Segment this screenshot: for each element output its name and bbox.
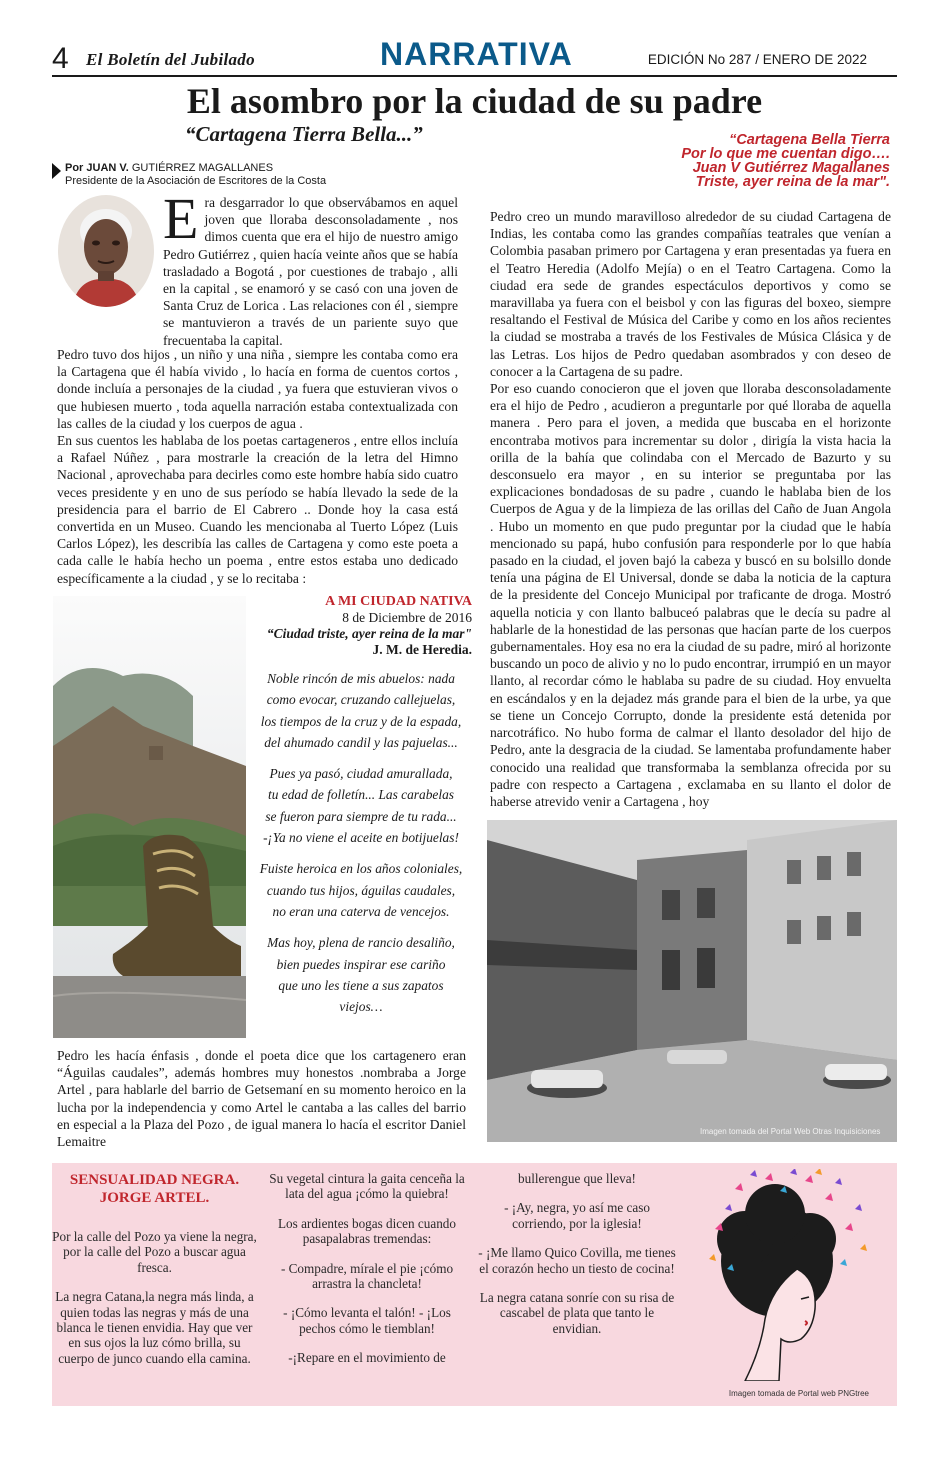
poem-line: Mas hoy, plena de rancio desaliño, [267,935,455,951]
sidebar-stanza: - Compadre, mírale el pie ¡cómo arrastra la chancleta! [280,1260,454,1292]
illustration-caption: Imagen tomada de Portal web PNGtree [728,1389,869,1398]
article-title: El asombro por la ciudad de su padre [186,81,763,121]
photo-caption: Imagen tomada del Portal Web Otras Inquisiciones [700,1127,881,1136]
byline-arrow-icon [52,163,61,179]
article-right-column [490,208,891,810]
paragraph: Pedro tuvo dos hijos , un niño y una niña , siempre les contaba como era la Cartagena que él había vivido , lo hacía en forma de cuentos cortos , donde incluía a personajes de la ciudad , ya fuera que estuvieran vivos o que hubiesen muerto , toda aquella narración estaba contextualizada con las calles de la ciudad y los cuerpos de agua . [57,347,458,431]
poem-title: A MI CIUDAD NATIVA [325,594,472,609]
sidebar-stanza: La negra Catana,la negra más linda, a quien todas las negras y más de una blanca le tienen envidia. Hay que ver en sus ojos la luz cómo brilla, su cuerpo de junco cuando ella camina. [55,1289,254,1366]
historic-street-photo [487,820,897,1142]
poem-line: los tiempos de la cruz y de la espada, [260,713,462,729]
poem-stanza [250,763,472,848]
sidebar-column-2 [267,1171,467,1380]
intro-text: ra desgarrador lo que observábamos en aquel joven que lloraba desconsoladamente , nos dimos cuenta que era el hijo de nuestro amigo Pedro Gutiérrez , quien hacía veinte años que se había trasladado a Bogotá , por cuestiones de trabajo , alli en la capital , se enamoró y se casó con una joven de Santa Cruz de Lorica . Las relaciones con él , siempre se mantuvieron a través de un pariente suyo que frecuentaba la capital. [163,195,458,348]
article-left-column [57,346,458,587]
poem-stanza [250,858,472,922]
poem-line: -¡Ya no viene el aceite en botijuelas! [263,830,459,846]
epigraph [600,133,890,189]
page-number: 4 [52,42,69,75]
poem-line: como evocar, cruzando callejuelas, [266,692,456,708]
poem-block [250,594,472,1017]
epigraph-line: Juan V Gutiérrez Magallanes [692,160,890,176]
byline-role: Presidente de la Asociación de Escritores de la Costa [65,175,327,187]
sidebar-stanza: - ¡Cómo levanta el talón! - ¡Los pechos cómo le tiemblan! [283,1305,451,1336]
sidebar-stanza: Por la calle del Pozo ya viene la negra, por la calle del Pozo a buscar agua fresca. [52,1229,257,1275]
poem-line: Noble rincón de mis abuelos: nada [267,671,455,686]
paragraph: En sus cuentos les hablaba de los poetas cartageneros , entre ellos incluía a Rafael Núñez , para mostrarle la creación de la letra del Himno Nacional , aprovechaba para decirles como este hombre había sido cuatro veces presidente y en uno de sus período se había llevado la sede de la presidencia para el barrio de El Cabrero .. Donde hoy la casa está convertida en un Museo. Cuando les mencionaba al Tuerto López (Luis Carlos López), les describía las calles de Cartagena y como este poeta a cada calle le había hecho un poema , entre estos estaba uno dedicado específicamente a la ciudad , y se lo recitaba : [57,433,458,586]
paragraph: Pedro les hacía énfasis , donde el poeta dice que los cartagenero eran “Águilas caudales”, además hombres muy honestos .nombraba a Jorge Artel , para hablarle del barrio de Getsemaní en su momento heroico en la lucha por la independencia y como Artel le cantaba a las calles del barrio en especial a la Plaza del Pozo , de igual manera lo hacía el escritor Daniel Lemaitre [57,1048,466,1150]
poem-line: cuando tus hijos, águilas caudales, [266,882,456,898]
woman-butterflies-illustration [705,1169,875,1381]
poem-author: J. M. de Heredia. [372,642,472,657]
epigraph-line: Triste, ayer reina de la mar". [695,174,890,190]
sidebar-title-line: SENSUALIDAD NEGRA. [69,1172,240,1188]
sidebar-stanza: -¡Repare en el movimiento de [288,1350,446,1366]
poem-stanza [250,932,472,1017]
header-rule [52,75,897,77]
poem-line: viejos… [339,999,383,1015]
byline [52,162,326,188]
poem-line: Fuiste heroica en los años coloniales, [259,861,463,877]
poem-quote: “Ciudad triste, ayer reina de la mar" [266,626,472,641]
sidebar-stanza: bullerengue que lleva! [518,1171,636,1186]
sidebar-column-1 [52,1171,257,1380]
poem-line: no eran una caterva de vencejos. [272,903,450,919]
byline-author: GUTIÉRREZ MAGALLANES [131,162,274,174]
paragraph: Por eso cuando conocieron que el joven que lloraba desconsoladamente era el hijo de Pedro , acudieron a preguntarle por qué lloraba de aquella manera . Pero para el joven, a medida que buscaba en el horizonte encontraba motivos para incrementar su dolor , dirigía la vista hacia la orilla de la bahía que colindaba con el Mercado de Bazurto y su desconsuelo era mayor , en su interior se preguntaba por las explicaciones bondadosas de su padre , cuando le hablaba bien de los Cuerpos de Agua y de la limpieza de las orillas del Caño de Juan Angola . Hubo un momento en que pudo preguntar por la ciudad que le había mencionado su papá, hubo confusión para responderle por lo que había pasado en la ciudad, el joven bajó la cabeza y buscó en su bolsillo donde tenía una página de El Universal, donde se daba la noticia de la captura de la presidente del Concejo Municipal por traficante de droga. Mostró aquella noticia y con llanto balbuceó palabras que le decía su padre al hablarle de la honestidad de las personas que hacían parte de los cuerpos gubernamentales. Hoy esa no era la ciudad de su padre, miró al horizonte buscando un poco de alivio y no lo pudo encontrar, irrumpió en un mayor llanto, al recordar cómo le hablaba su padre de su ciudad. Hoy envuelta en escándalos y en la dejadez más grande para el bien de la urbe, ya que se tiene un Concejo Corrupto, donde la presidente está detenida por narcotráfico. No hubo forma de calmar el llanto desolador del hijo de Pedro, ante la desgracia de la ciudad. Se lamentaba profundamente haber conocido una realidad que transformaba la semblanza ofrecida por su padre con respecto a Cartagena , exclamaba en su llanto el dolor de haberse atrevido venir a Cartagena , hoy [490,381,891,809]
sidebar-column-3 [477,1171,677,1350]
sidebar-title-line: JORGE ARTEL. [99,1190,210,1206]
epigraph-line: Por lo que me cuentan digo…. [681,146,890,162]
article-closing-paragraph [57,1047,466,1150]
poem-sidebar [52,1163,897,1406]
article-subtitle: “Cartagena Tierra Bella...” [185,122,423,146]
poem-date: 8 de Diciembre de 2016 [342,610,472,625]
sidebar-stanza: La negra catana sonríe con su risa de cascabel de plata que tanto le envidian. [479,1290,675,1336]
poem-line: que uno les tiene a sus zapatos [278,977,444,993]
sidebar-title [52,1171,257,1207]
epigraph-line: “Cartagena Bella Tierra [729,132,890,148]
poem-line: del ahumado candil y las pajuelas... [264,734,458,750]
poem-line: Pues ya pasó, ciudad amurallada, [269,766,453,782]
edition-label: EDICIÓN No 287 / ENERO DE 2022 [647,52,867,67]
poem-line: tu edad de folletín... Las carabelas [268,787,454,803]
sidebar-stanza: - ¡Me llamo Quico Covilla, me tienes el corazón hecho un tiesto de cocina! [478,1245,676,1276]
section-title: NARRATIVA [380,36,573,72]
sidebar-stanza: - ¡Ay, negra, yo así me caso corriendo, por la iglesia! [504,1200,650,1231]
author-portrait [58,195,154,307]
paragraph: Pedro creo un mundo maravilloso alrededor de su ciudad Cartagena de Indias, les contaba como las grandes compañías teatrales que venían a Colombia pasaban primero por Cartagena y eran presentadas ya fuera en el Teatro Heredia (Adolfo Mejía) o en el Teatro Cartagena. Como la ciudad era sede de grandes espectáculos deportivos y como se maravillaba ya fuera con el beisbol y con las figuras del boxeo, siempre resaltando el Festival de Música del Caribe y como en los años recientes la ciudad se mostraba a través de los Festivales de Música Clásica y de las Letras. Los hijos de Pedro quedaban asombrados y con deseo de conocer a la Cartagena de su padre. [490,209,891,379]
sidebar-stanza: Los ardientes bogas dicen cuando pasapalabras tremendas: [278,1215,456,1247]
poem-line: se fueron para siempre de tu rada... [265,808,457,824]
shoe-monument-photo [53,596,246,1038]
poem-stanza [250,668,472,753]
masthead [52,36,897,76]
sidebar-stanza: Su vegetal cintura la gaita cenceña la lata del agua ¡cómo la quiebra! [269,1171,465,1202]
article-intro [163,186,458,349]
byline-prefix: Por JUAN V. [65,162,129,174]
poem-line: bien puedes inspirar ese cariño [276,956,446,972]
drop-cap: E [163,186,199,251]
publication-name: El Boletín del Jubilado [86,50,255,69]
